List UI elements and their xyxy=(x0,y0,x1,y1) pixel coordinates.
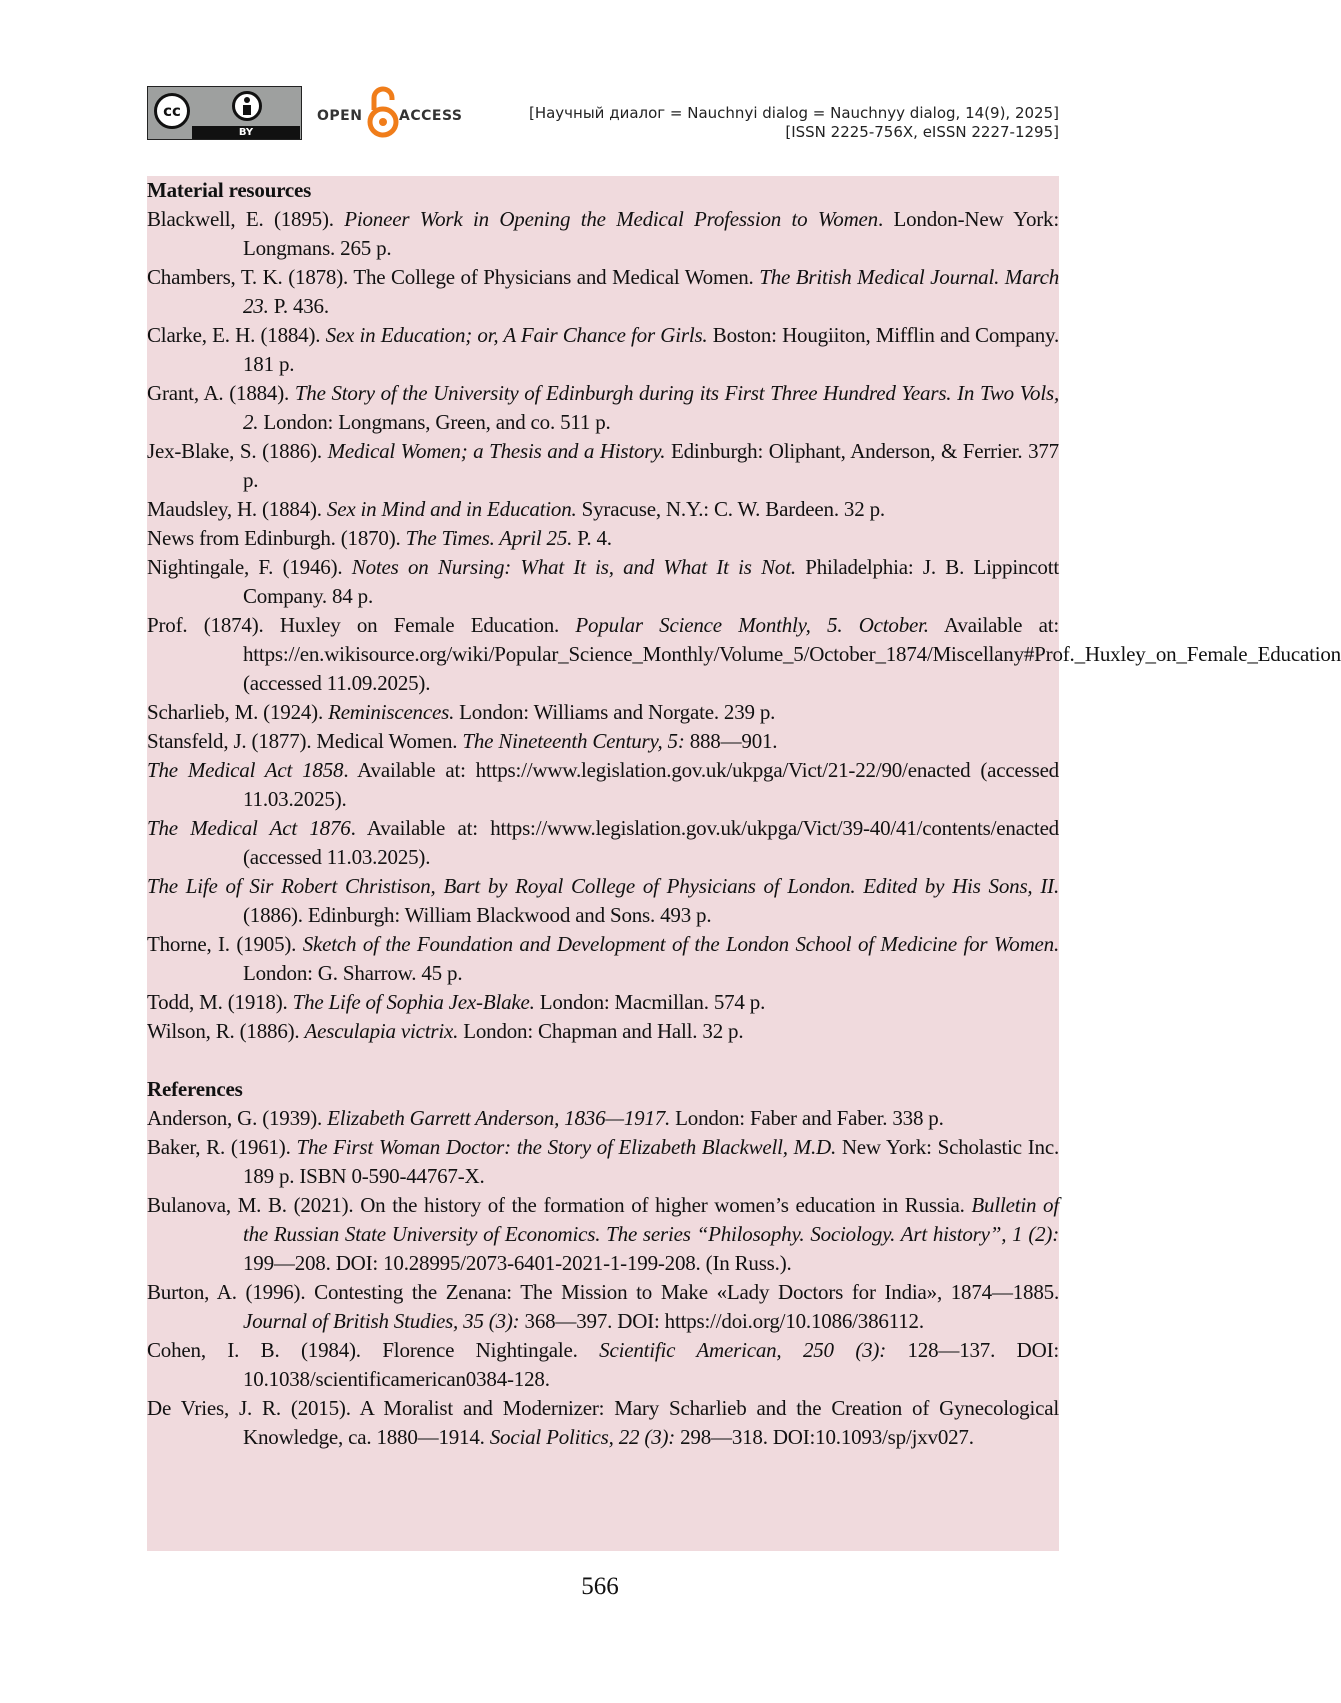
by-label: BY xyxy=(192,126,300,139)
reference-text: Prof. (1874). Huxley on Female Education. xyxy=(147,613,576,637)
cc-by-license-badge[interactable] xyxy=(147,86,302,140)
reference-title-italic: The Medical Act 1858 xyxy=(147,758,344,782)
reference-details: P. 436. xyxy=(268,294,329,318)
page-header xyxy=(147,86,1059,146)
reference-text: Blackwell, E. (1895). xyxy=(147,207,345,231)
reference-entry xyxy=(147,379,1059,437)
reference-text: Baker, R. (1961). xyxy=(147,1135,297,1159)
attribution-person-icon xyxy=(232,91,262,121)
reference-title-italic: The Life of Sophia Jex-Blake. xyxy=(292,990,535,1014)
reference-details: P. 4. xyxy=(572,526,612,550)
reference-entry xyxy=(147,872,1059,930)
reference-title-italic: Sex in Mind and in Education. xyxy=(326,497,577,521)
reference-details: London: G. Sharrow. 45 p. xyxy=(243,961,463,985)
reference-details: (1886). Edinburgh: William Blackwood and Sons. 493 p. xyxy=(243,903,712,927)
reference-entry xyxy=(147,930,1059,988)
reference-title-italic: Elizabeth Garrett Anderson, 1836—1917. xyxy=(327,1106,671,1130)
reference-details: . Available at: https://www.legislation.gov.uk/ukpga/Vict/21-22/90/enacted (accessed 11.03.2025). xyxy=(243,758,1059,811)
reference-details: London: Longmans, Green, and co. 511 p. xyxy=(258,410,611,434)
reference-title-italic: Social Politics, 22 (3): xyxy=(489,1425,676,1449)
reference-entry xyxy=(147,988,1059,1017)
reference-entry xyxy=(147,263,1059,321)
reference-details: Available at: https://en.wikisource.org/wiki/Popular_Science_Monthly/Volume_5/October_1874/Miscellany#Prof._Huxley_on_Female_Education (accessed 11.09.2025). xyxy=(243,613,1341,695)
reference-title-italic: The Nineteenth Century, 5: xyxy=(462,729,685,753)
reference-text: Wilson, R. (1886). xyxy=(147,1019,305,1043)
section-spacer xyxy=(147,1046,1059,1075)
reference-details: Syracuse, N.Y.: C. W. Bardeen. 32 p. xyxy=(576,497,885,521)
reference-text: Chambers, T. K. (1878). The College of Physicians and Medical Women. xyxy=(147,265,760,289)
reference-text: De Vries, J. R. (2015). A Moralist and Modernizer: Mary Scharlieb and the Creation of Gynecological Knowledge, ca. 1880—1914. xyxy=(147,1396,1059,1449)
reference-entry xyxy=(147,553,1059,611)
reference-details: 888—901. xyxy=(684,729,778,753)
reference-title-italic: Bulletin of the Russian State University of Economics. The series “Philosophy. Sociology. Art history”, 1 (2): xyxy=(243,1193,1059,1246)
reference-text: Jex-Blake, S. (1886). xyxy=(147,439,328,463)
reference-entry xyxy=(147,1017,1059,1046)
open-access-right-text: ACCESS xyxy=(399,108,463,124)
reference-details: New York: Scholastic Inc. 189 p. ISBN 0-590-44767-X. xyxy=(243,1135,1059,1188)
section-title: Material resources xyxy=(147,178,312,202)
reference-entry xyxy=(147,727,1059,756)
open-lock-icon xyxy=(366,86,400,138)
reference-details: Edinburgh: Oliphant, Anderson, & Ferrier. 377 p. xyxy=(243,439,1059,492)
reference-title-italic: Aesculapia victrix. xyxy=(304,1019,459,1043)
reference-details: . Available at: https://www.legislation.gov.uk/ukpga/Vict/39-40/41/contents/enacted (accessed 11.03.2025). xyxy=(243,816,1059,869)
reference-title-italic: Popular Science Monthly, 5. October. xyxy=(575,613,929,637)
journal-line-1: [Научный диалог = Nauchnyi dialog = Nauchnyy dialog, 14(9), 2025] xyxy=(528,104,1059,122)
reference-title-italic: The Life of Sir Robert Christison, Bart by Royal College of Physicians of London. Edited by His Sons, II. xyxy=(147,874,1059,898)
reference-title-italic: Sex in Education; or, A Fair Chance for Girls. xyxy=(325,323,708,347)
reference-details: 368—397. DOI: https://doi.org/10.1086/386112. xyxy=(519,1309,924,1333)
reference-title-italic: Medical Women; a Thesis and a History. xyxy=(327,439,666,463)
reference-entry xyxy=(147,698,1059,727)
reference-details: 298—318. DOI:10.1093/sp/jxv027. xyxy=(675,1425,974,1449)
reference-title-italic: The Medical Act 1876 xyxy=(147,816,351,840)
reference-details: London: Faber and Faber. 338 p. xyxy=(670,1106,944,1130)
reference-entry xyxy=(147,1191,1059,1278)
references-content xyxy=(147,176,1341,1551)
reference-title-italic: Notes on Nursing: What It is, and What It is Not. xyxy=(351,555,796,579)
reference-title-italic: The Times. April 25. xyxy=(405,526,573,550)
reference-entry xyxy=(147,1394,1059,1452)
reference-details: Philadelphia: J. B. Lippincott Company. 84 p. xyxy=(243,555,1059,608)
reference-title-italic: The British Medical Journal. March 23. xyxy=(243,265,1059,318)
reference-entry xyxy=(147,611,1341,698)
reference-entry xyxy=(147,205,1059,263)
reference-title-italic: Sketch of the Foundation and Development of the London School of Medicine for Women. xyxy=(302,932,1060,956)
reference-title-italic: The Story of the University of Edinburgh during its First Three Hundred Years. In Two Vols, 2. xyxy=(243,381,1059,434)
reference-text: Maudsley, H. (1884). xyxy=(147,497,327,521)
page-number: 566 xyxy=(581,1573,619,1600)
reference-text: Stansfeld, J. (1877). Medical Women. xyxy=(147,729,463,753)
reference-text: Todd, M. (1918). xyxy=(147,990,293,1014)
section-title: References xyxy=(147,1077,243,1101)
reference-entry xyxy=(147,1133,1059,1191)
reference-entry xyxy=(147,524,1059,553)
reference-title-italic: Journal of British Studies, 35 (3): xyxy=(243,1309,520,1333)
reference-text: Burton, A. (1996). Contesting the Zenana: The Mission to Make «Lady Doctors for India», 1874—1885. xyxy=(147,1280,1059,1304)
reference-entry xyxy=(147,321,1059,379)
reference-details: London: Williams and Norgate. 239 p. xyxy=(454,700,776,724)
reference-entry xyxy=(147,1104,1059,1133)
open-access-logo xyxy=(317,86,467,140)
reference-details: . London-New York: Longmans. 265 p. xyxy=(243,207,1059,260)
reference-title-italic: Reminiscences. xyxy=(328,700,455,724)
journal-citation xyxy=(529,104,1059,142)
reference-entry xyxy=(147,1336,1059,1394)
reference-text: Clarke, E. H. (1884). xyxy=(147,323,326,347)
reference-text: Thorne, I. (1905). xyxy=(147,932,303,956)
cc-icon: cc xyxy=(154,93,190,129)
reference-entry xyxy=(147,1278,1059,1336)
reference-title-italic: Pioneer Work in Opening the Medical Profession to Women xyxy=(344,207,878,231)
reference-entry xyxy=(147,756,1059,814)
reference-details: London: Chapman and Hall. 32 p. xyxy=(458,1019,744,1043)
reference-entry xyxy=(147,495,1059,524)
reference-text: Grant, A. (1884). xyxy=(147,381,295,405)
reference-details: Boston: Hougiiton, Mifflin and Company. 181 p. xyxy=(243,323,1060,376)
reference-text: Cohen, I. B. (1984). Florence Nightingale. xyxy=(147,1338,600,1362)
reference-text: Scharlieb, M. (1924). xyxy=(147,700,329,724)
reference-details: 128—137. DOI: 10.1038/scientificamerican0384-128. xyxy=(243,1338,1059,1391)
reference-entry xyxy=(147,814,1059,872)
reference-details: London: Macmillan. 574 p. xyxy=(534,990,766,1014)
reference-text: Anderson, G. (1939). xyxy=(147,1106,328,1130)
reference-title-italic: The First Woman Doctor: the Story of Elizabeth Blackwell, M.D. xyxy=(296,1135,837,1159)
reference-text: News from Edinburgh. (1870). xyxy=(147,526,406,550)
reference-title-italic: Scientific American, 250 (3): xyxy=(599,1338,887,1362)
journal-line-2: [ISSN 2225-756X, eISSN 2227-1295] xyxy=(785,123,1059,141)
reference-text: Nightingale, F. (1946). xyxy=(147,555,352,579)
reference-entry xyxy=(147,437,1059,495)
reference-details: 199—208. DOI: 10.28995/2073-6401-2021-1-199-208. (In Russ.). xyxy=(243,1251,792,1275)
reference-text: Bulanova, M. B. (2021). On the history of the formation of higher women’s education in Russia. xyxy=(147,1193,972,1217)
open-access-left-text: OPEN xyxy=(317,108,363,124)
